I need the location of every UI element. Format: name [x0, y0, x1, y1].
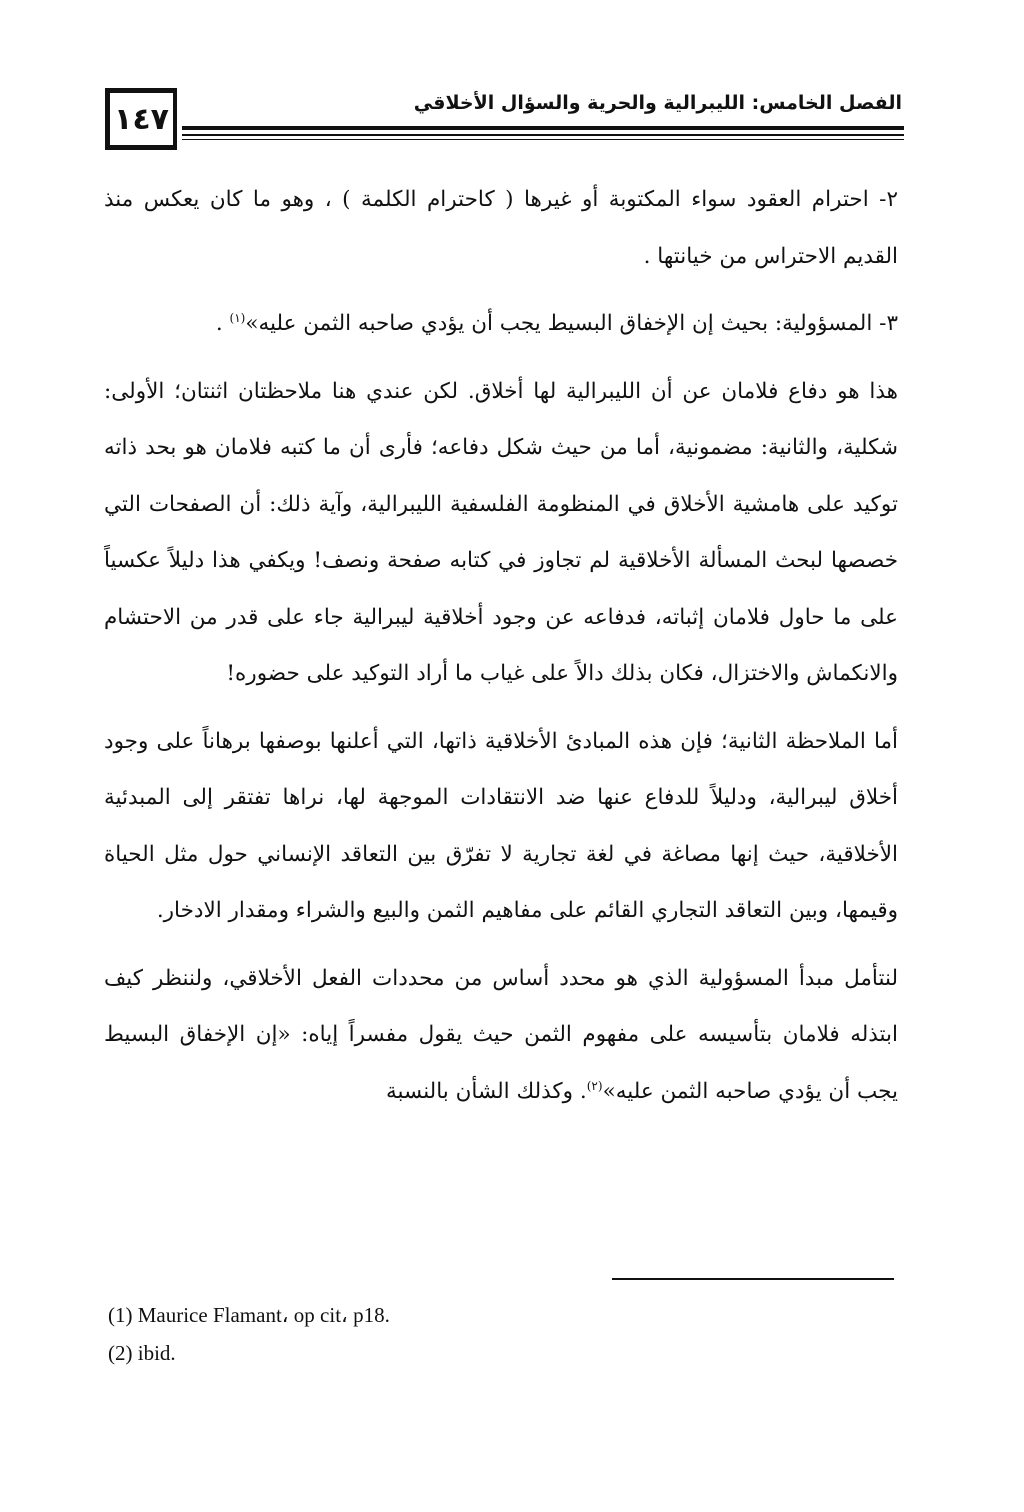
paragraph-item-3: [104, 296, 898, 353]
page-number: ١٤٧: [105, 88, 177, 150]
paragraph-defense: هذا هو دفاع فلامان عن أن الليبرالية لها أخلاق. لكن عندي هنا ملاحظتان اثنتان؛ الأولى: شكلية، والثانية: مضمونية، أما من حيث شكل دفاعه؛ فأرى أن ما كتبه فلامان هو بحد ذاته توكيد على هامشية الأخلاق في المنظومة الفلسفية الليبرالية، وآية ذلك: أن الصفحات التي خصصها لبحث المسألة الأخلاقية لم تجاوز في كتابه صفحة ونصف! ويكفي هذا دليلاً عكسياً على ما حاول فلامان إثباته، فدفاعه عن وجود أخلاقية ليبرالية جاء على قدر من الاحتشام والانكماش والاختزال، فكان بذلك دالاً على غياب ما أراد التوكيد على حضوره!: [104, 378, 898, 686]
footnote-1: (1) Maurice Flamant، op cit، p18.: [108, 1303, 390, 1327]
chapter-title: الفصل الخامس: الليبرالية والحرية والسؤال الأخلاقي: [413, 92, 902, 114]
page-body: [104, 172, 898, 1131]
paragraph-text: لنتأمل مبدأ المسؤولية الذي هو محدد أساس من محددات الفعل الأخلاقي، ولننظر كيف ابتذله فلامان بتأسيسه على مفهوم الثمن حيث يقول مفسراً إياه: «إن الإخفاق البسيط يجب أن يؤدي صاحبه الثمن عليه»: [104, 965, 898, 1104]
footnote-mark: (٢): [586, 1078, 603, 1093]
paragraph-responsibility: [104, 951, 898, 1121]
header-rule-thin: [182, 139, 904, 140]
header-rule-thin: [182, 134, 904, 136]
paragraph-continuation: . وكذلك الشأن بالنسبة: [386, 1078, 587, 1104]
footnote-mark: (١): [229, 310, 246, 325]
paragraph-text: ٣- المسؤولية: بحيث إن الإخفاق البسيط يجب أن يؤدي صاحبه الثمن عليه»: [245, 311, 898, 336]
page-header: [100, 88, 910, 158]
footnote-separator: [612, 1278, 894, 1280]
header-rule-thick: [182, 126, 904, 130]
footnote-2: (2) ibid.: [108, 1341, 176, 1365]
paragraph-second-note: أما الملاحظة الثانية؛ فإن هذه المبادئ الأخلاقية ذاتها، التي أعلنها بوصفها برهاناً على وجود أخلاق ليبرالية، ودليلاً للدفاع عنها ضد الانتقادات الموجهة لها، نراها تفتقر إلى المبدئية الأخلاقية، حيث إنها مصاغة في لغة تجارية لا تفرّق بين التعاقد الإنساني حول مثل الحياة وقيمها، وبين التعاقد التجاري القائم على مفاهيم الثمن والبيع والشراء ومقدار الادخار.: [104, 728, 898, 923]
footnotes: [108, 1296, 708, 1372]
paragraph-item-2: ٢- احترام العقود سواء المكتوبة أو غيرها ( كاحترام الكلمة ) ، وهو ما كان يعكس منذ القديم الاحتراس من خيانتها .: [104, 187, 898, 269]
period: .: [215, 311, 223, 336]
